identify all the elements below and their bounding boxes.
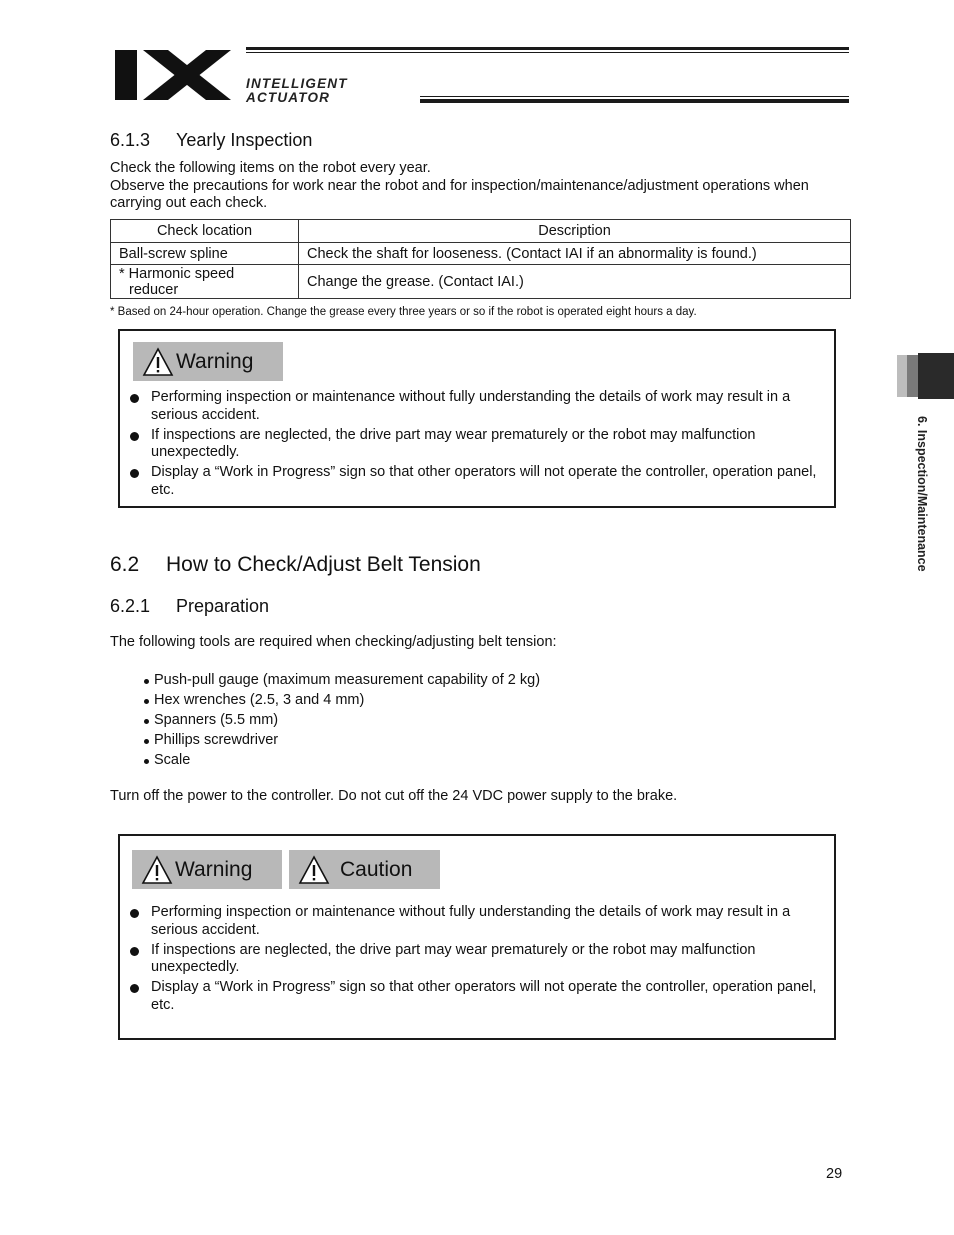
yearly-inspection-table [110, 219, 851, 299]
warning-caution-box [118, 834, 836, 1040]
power-note: Turn off the power to the controller. Do not cut off the 24 VDC power supply to the brake. [110, 788, 678, 804]
warning-list [120, 904, 826, 1017]
list-item [143, 730, 540, 750]
list-item-text: Push-pull gauge (maximum measurement capability of 2 kg) [154, 672, 541, 688]
warning-label: Warning [176, 349, 254, 373]
list-item-text: If inspections are neglected, the drive part may wear prematurely or the robot may malfunction unexpectedly. [151, 426, 756, 460]
caution-triangle-icon [298, 855, 330, 885]
table-header-cell: Description [299, 220, 851, 243]
bullet-icon [144, 739, 149, 744]
table-row [111, 265, 851, 299]
side-tab-light [897, 355, 907, 397]
tools-intro: The following tools are required when checking/adjusting belt tension: [110, 634, 557, 650]
cell-line: reducer [129, 281, 179, 298]
header-rule-top-thin [246, 52, 849, 53]
warning-badge [133, 342, 283, 381]
table-footnote: * Based on 24-hour operation. Change the grease every three years or so if the robot is operated eight hours a day. [110, 306, 697, 318]
section-number: 6.2 [110, 553, 140, 576]
paragraph: Check the following items on the robot every year. [110, 160, 431, 176]
side-tab-text: 6. Inspection/Maintenance [915, 416, 929, 572]
warning-triangle-icon [141, 855, 173, 885]
ix-logo-icon [113, 47, 235, 102]
bullet-icon [130, 432, 139, 441]
page-number: 29 [826, 1166, 843, 1182]
bullet-icon [130, 909, 139, 918]
bullet-icon [144, 699, 149, 704]
warning-label: Warning [175, 857, 253, 881]
list-item-text: Phillips screwdriver [154, 732, 279, 748]
section-title: Yearly Inspection [176, 130, 313, 150]
table-cell: Check the shaft for looseness. (Contact IAI if an abnormality is found.) [299, 243, 851, 265]
list-item [120, 464, 826, 499]
table-row [111, 243, 851, 265]
cell-line: * Harmonic speed [119, 265, 235, 282]
list-item-text: Performing inspection or maintenance without fully understanding the details of work may result in a serious accident. [151, 389, 791, 423]
caution-label: Caution [340, 857, 413, 881]
header-rule-bottom-thick [420, 99, 849, 103]
bullet-icon [130, 947, 139, 956]
list-item-text: Hex wrenches (2.5, 3 and 4 mm) [154, 692, 365, 708]
list-item [120, 427, 826, 462]
side-tab-mid [907, 355, 918, 397]
section-number: 6.1.3 [110, 130, 151, 150]
list-item-text: Performing inspection or maintenance without fully understanding the details of work may result in a serious accident. [151, 904, 791, 938]
list-item-text: Display a “Work in Progress” sign so that other operators will not operate the controller, operation panel, etc. [151, 979, 817, 1013]
paragraph: Observe the precautions for work near the robot and for inspection/maintenance/adjustment operations when carrying out each check. [110, 177, 809, 211]
caution-badge [289, 850, 440, 889]
header-rule-bottom-thin [420, 96, 849, 97]
list-item-text: Spanners (5.5 mm) [154, 712, 279, 728]
table-cell: Ball-screw spline [111, 243, 299, 265]
logo-text-line1: INTELLIGENT [246, 76, 348, 91]
logo-wordmark [246, 77, 348, 105]
table-header-cell: Check location [111, 220, 299, 243]
table-header-row [111, 220, 851, 243]
bullet-icon [130, 984, 139, 993]
section-title: Preparation [176, 596, 270, 616]
list-item [120, 942, 826, 977]
section-6-2-heading [110, 553, 481, 577]
header-rule-top-thick [246, 47, 849, 50]
list-item [143, 670, 540, 690]
logo-text-line2: ACTUATOR [246, 90, 331, 105]
bullet-icon [130, 469, 139, 478]
list-item [120, 389, 826, 424]
list-item [143, 710, 540, 730]
bullet-icon [144, 679, 149, 684]
list-item [120, 904, 826, 939]
bullet-icon [144, 719, 149, 724]
list-item-text: Display a “Work in Progress” sign so that other operators will not operate the controller, operation panel, etc. [151, 464, 817, 498]
table-cell [111, 265, 299, 299]
side-tab-label [915, 416, 939, 616]
list-item [120, 979, 826, 1014]
section-6-1-3-text [110, 160, 850, 213]
list-item [143, 750, 540, 770]
side-tab-dark [918, 353, 954, 399]
list-item-text: If inspections are neglected, the drive part may wear prematurely or the robot may malfunction unexpectedly. [151, 941, 756, 975]
warning-triangle-icon [142, 347, 174, 377]
list-item-text: Scale [154, 752, 191, 768]
section-title: How to Check/Adjust Belt Tension [166, 553, 481, 576]
warning-list [120, 389, 826, 502]
bullet-icon [144, 759, 149, 764]
tools-list [143, 670, 540, 770]
list-item [143, 690, 540, 710]
warning-badge [132, 850, 282, 889]
section-6-2-1-heading [110, 596, 269, 617]
section-6-1-3-heading [110, 130, 312, 151]
section-number: 6.2.1 [110, 596, 151, 616]
bullet-icon [130, 394, 139, 403]
table-cell: Change the grease. (Contact IAI.) [299, 265, 851, 299]
warning-box-1 [118, 329, 836, 508]
